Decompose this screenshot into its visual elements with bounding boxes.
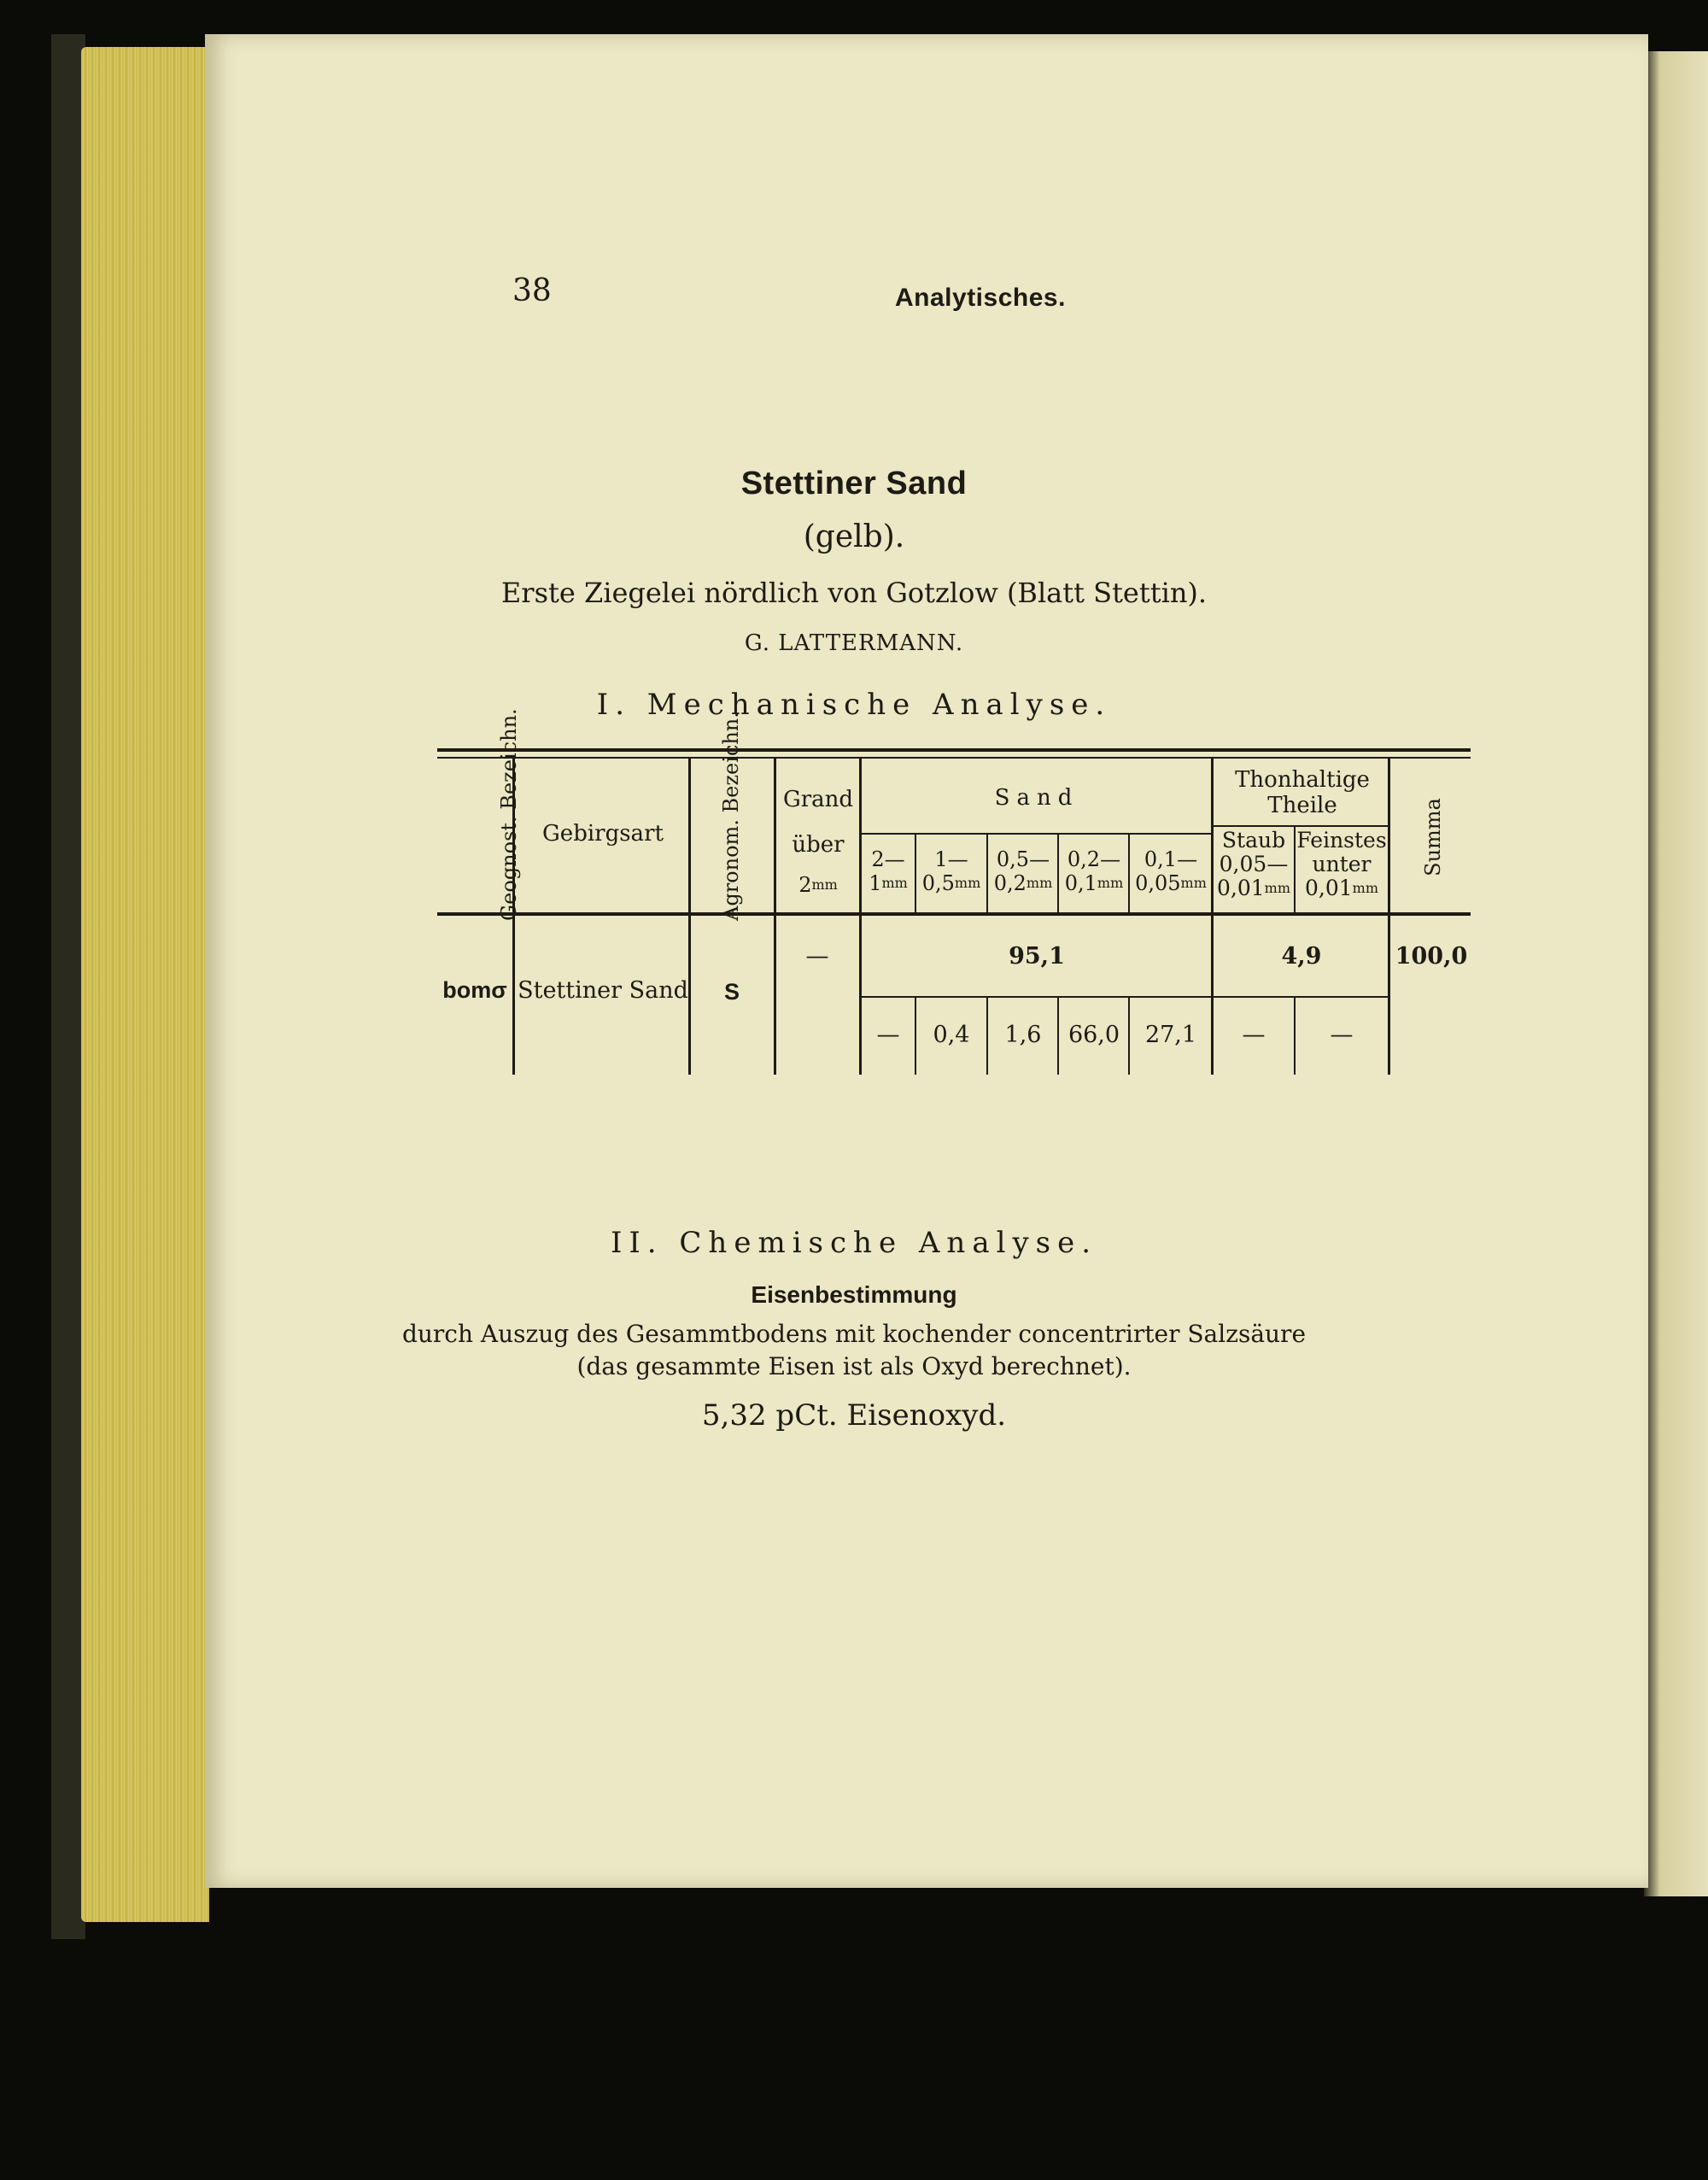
facing-page-edge: [1644, 51, 1708, 1896]
header-thonhaltige-theile: Thonhaltige Theile: [1235, 767, 1370, 818]
cell-sand-fraction: 27,1: [1144, 1022, 1197, 1048]
cell-sand-fraction: 0,4: [933, 1022, 970, 1048]
cell-sand-total: 95,1: [1009, 943, 1065, 970]
thon-subheader-rule: [1213, 825, 1390, 827]
chemical-analysis-heading: II. Chemische Analyse.: [610, 1226, 1098, 1260]
header-sand-col: 0,1— $0,05^{mm}$: [1135, 847, 1207, 895]
header-feinstes: Feinstes unter $0,01^{mm}$: [1296, 828, 1387, 900]
cell-feinstes: —: [1330, 1022, 1354, 1048]
header-grand-ueber: über: [792, 832, 845, 858]
header-sand-col: 2— $1^{mm}$: [869, 847, 908, 895]
thon-data-rule: [1213, 996, 1390, 998]
cell-staub: —: [1242, 1022, 1266, 1048]
header-agronom: Agronom. Bezeichn.: [719, 712, 743, 921]
analyst-name: G. LATTERMANN.: [744, 630, 964, 656]
iron-oxide-result: 5,32 pCt. Eisenoxyd.: [701, 1398, 1007, 1433]
cell-summa: 100,0: [1395, 943, 1468, 970]
table-top-rule-thin: [437, 757, 1471, 759]
sand-data-rule: [861, 996, 1213, 998]
sand-subheader-rule: [861, 833, 1213, 835]
mechanical-analysis-heading: I. Mechanische Analyse.: [596, 688, 1112, 722]
sample-subtitle: (gelb).: [803, 519, 905, 554]
method-description-line-2: (das gesammte Eisen ist als Oxyd berechnet).: [576, 1352, 1132, 1380]
table-top-rule: [437, 748, 1471, 752]
header-grand: Grand: [782, 787, 854, 812]
cell-gebirgsart: Stettiner Sand: [518, 977, 688, 1004]
header-geognost: Geognost. Bezeichn.: [497, 708, 521, 921]
header-gebirgsart: Gebirgsart: [542, 821, 664, 847]
header-sand-col: 1— $0,5^{mm}$: [921, 847, 981, 895]
page-number: 38: [512, 273, 552, 308]
cell-thon-total: 4,9: [1281, 943, 1322, 970]
header-sand-col: 0,2— $0,1^{mm}$: [1064, 847, 1124, 895]
cell-grand: —: [805, 943, 829, 970]
table-header-rule: [437, 912, 1471, 916]
page-stack-edge: [81, 47, 209, 1922]
header-grand-size: $2^{mm}$: [798, 873, 838, 897]
running-head: Analytisches.: [895, 284, 1066, 312]
method-title: Eisenbestimmung: [751, 1281, 957, 1308]
header-summa: Summa: [1421, 798, 1445, 876]
sample-title: Stettiner Sand: [740, 466, 968, 501]
cell-sand-fraction: —: [876, 1022, 900, 1048]
cell-geognost: bomσ: [442, 977, 507, 1003]
cell-sand-fraction: 1,6: [1004, 1022, 1042, 1048]
header-sand: Sand: [994, 785, 1079, 811]
book-spine: [51, 34, 85, 1939]
cell-sand-fraction: 66,0: [1068, 1022, 1120, 1048]
header-staub: Staub 0,05— $0,01^{mm}$: [1216, 828, 1290, 900]
col-divider: [1388, 759, 1390, 1075]
cell-agronom: S: [723, 979, 740, 1005]
col-divider: [688, 759, 691, 1075]
sample-location: Erste Ziegelei nördlich von Gotzlow (Blatt Stettin).: [500, 577, 1208, 609]
header-sand-col: 0,5— $0,2^{mm}$: [993, 847, 1053, 895]
method-description-line-1: durch Auszug des Gesammtbodens mit kochender concentrirter Salzsäure: [401, 1320, 1307, 1348]
